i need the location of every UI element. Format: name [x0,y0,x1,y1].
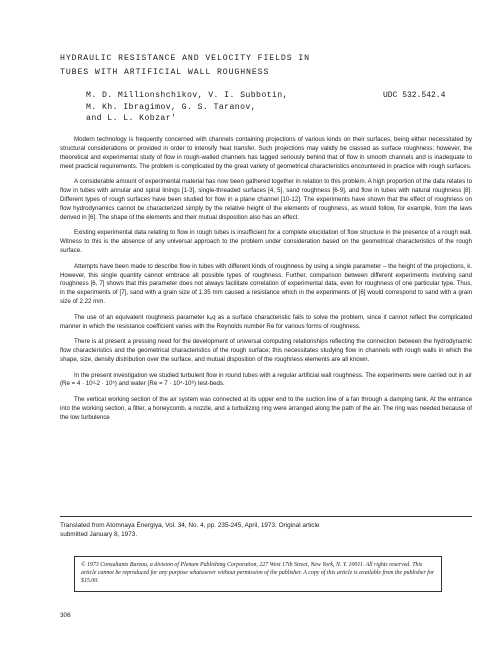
article-body [60,136,472,429]
author-list [86,90,346,125]
udc-code: UDC 532.542.4 [383,91,446,100]
authors-line-2: M. Kh. Ibragimov, G. S. Taranov, [86,102,257,112]
body-paragraph-2: A considerable amount of experimental material has now been gathered together in relation to this problem. A high proportion of the data relates to flow in tubes with annular and spiral linings [1-3], single-threaded surfaces [4, 5], sand roughness [6-9], and flow in tubes with natural roughness [8]. Different types of rough surfaces have been studied for flow in a plane channel [10-12]. The experiments have shown that the effect of roughness on flow hydrodynamics cannot be characterized simply by the relative height of the elements of roughness, as would follow, for example, from the laws derived in [6]. The shape of the elements and their mutual disposition also has an effect. [60,178,472,221]
body-paragraph-5: The use of an equivalent roughness parameter kₑq as a surface characteristic fails to solve the problem, since it cannot reflect the complicated manner in which the resistance coefficient varies with the Reynolds number Re for various forms of roughness. [60,313,472,330]
body-paragraph-4: Attempts have been made to describe flow in tubes with different kinds of roughness by using a single parameter – the height of the projections, k. However, this single quantity cannot embrace all possible types of roughness. Further, comparison between different experiments involving sand roughness [6, 7] shows that this parameter does not always facilitate correlation of experimental data, even for roughness of one particular type. Thus, in the experiments of [7], sand with a grain size of 1.35 mm caused a resistance which in the experiments of [6] would correspond to sand with a grain size of 2.22 mm. [60,262,472,306]
body-paragraph-7: In the present investigation we studied turbulent flow in round tubes with a regular artificial wall roughness. The experiments were carried out in air (Re = 4 · 10³-2 · 10⁵) and water (Re = 7 · 10⁴-10⁶) test-beds. [60,371,472,388]
body-paragraph-8: The vertical working section of the air system was connected at its upper end to the suction line of a fan through a damping tank. At the entrance into the working section, a filter, a honeycomb, a nozzle, and a turbulizing ring were arranged along the path of the air. The ring was needed because of the low turbulence [60,395,472,421]
body-paragraph-1: Modern technology is frequently concerned with channels containing projections of various kinds on their surfaces, being either necessitated by structural considerations or provided in order to intensify heat transfer. Such projections may validly be classed as surface roughness; however, the theoretical and experimental study of flow in rough-walled channels has lagged seriously behind that of flow in smooth channels and is inadequate to meet practical requirements. The problem is complicated by the great variety of geometrical characteristics encountered in practice with rough surfaces. [60,136,472,170]
article-title [60,52,360,80]
body-paragraph-6: There is at present a pressing need for the development of universal computing relationships reflecting the connection between the hydrodynamic flow characteristics and the geometrical characteristics of the rough surface; this necessitates studying flow in channels with rough walls in which the shape, size, density distribution over the surface, and mutual disposition of the roughness elements are all known. [60,338,472,363]
page-number: 306 [60,612,71,619]
footnote-line-2: submitted January 8, 1973. [60,531,138,538]
copyright-notice: © 1973 Consultants Bureau, a division of Plenum Publishing Corporation, 227 West 17th Street, New York, N. Y. 10011. All rights reserved. This article cannot be reproduced for any purpose whatsoever without permission of the publisher. A copy of this article is available from the publisher for $15.00. [74,556,442,592]
title-line-2: TUBES WITH ARTIFICIAL WALL ROUGHNESS [60,68,270,77]
footnote-divider [60,516,472,517]
authors-line-1: M. D. Millionshchikov, V. I. Subbotin, [86,91,288,100]
translation-footnote [60,521,472,539]
footnote-line-1: Translated from Atomnaya Énergiya, Vol. 34, No. 4, pp. 235-245, April, 1973. Original article [60,522,320,529]
authors-line-3: and L. L. Kobzar' [86,114,177,123]
title-line-1: HYDRAULIC RESISTANCE AND VELOCITY FIELDS IN [60,54,310,63]
body-paragraph-3: Existing experimental data relating to flow in rough tubes is insufficient for a complete elucidation of flow structure in the presence of a rough wall. Witness to this is the absence of any universal approach to the problem under consideration based on the geometrical characteristics of the rough surface. [60,229,472,255]
